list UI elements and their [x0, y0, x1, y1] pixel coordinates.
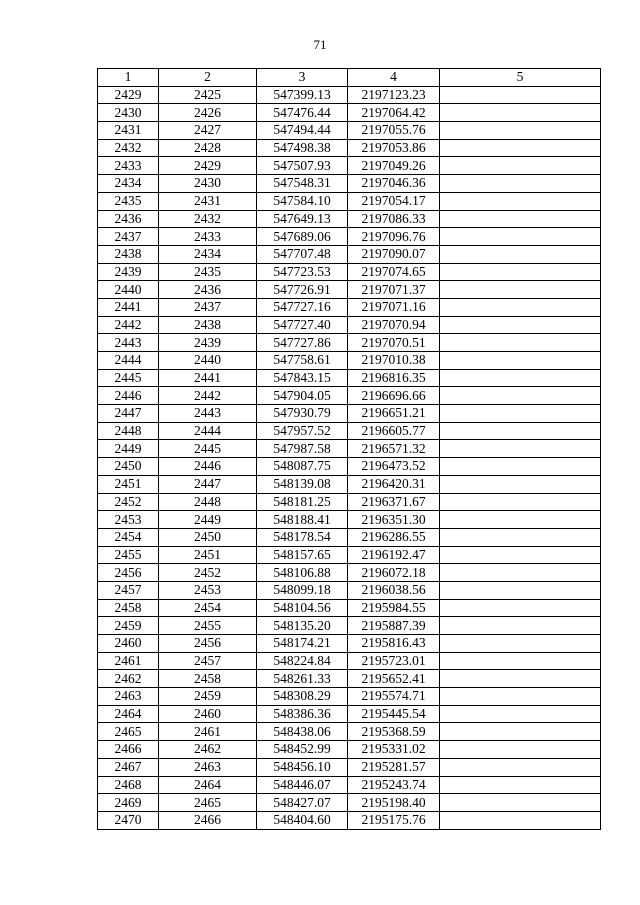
- cell-x-coordinate: 547507.93: [257, 157, 348, 175]
- cell-reference-number: 2444: [159, 422, 257, 440]
- cell-y-coordinate: 2195652.41: [348, 670, 440, 688]
- table-row: [98, 493, 601, 511]
- table-row: [98, 281, 601, 299]
- table-row: [98, 352, 601, 370]
- cell-y-coordinate: 2195887.39: [348, 617, 440, 635]
- cell-note: [440, 475, 601, 493]
- cell-reference-number: 2434: [159, 245, 257, 263]
- cell-y-coordinate: 2195574.71: [348, 688, 440, 706]
- cell-note: [440, 352, 601, 370]
- cell-y-coordinate: 2196286.55: [348, 528, 440, 546]
- table-row: [98, 86, 601, 104]
- cell-reference-number: 2453: [159, 581, 257, 599]
- column-header-3: 3: [257, 69, 348, 87]
- cell-y-coordinate: 2195723.01: [348, 652, 440, 670]
- cell-y-coordinate: 2195198.40: [348, 794, 440, 812]
- cell-point-number: 2466: [98, 741, 159, 759]
- cell-note: [440, 564, 601, 582]
- cell-reference-number: 2461: [159, 723, 257, 741]
- cell-point-number: 2458: [98, 599, 159, 617]
- cell-point-number: 2459: [98, 617, 159, 635]
- cell-note: [440, 86, 601, 104]
- cell-y-coordinate: 2197049.26: [348, 157, 440, 175]
- cell-y-coordinate: 2196371.67: [348, 493, 440, 511]
- cell-y-coordinate: 2197096.76: [348, 228, 440, 246]
- cell-point-number: 2460: [98, 635, 159, 653]
- cell-reference-number: 2456: [159, 635, 257, 653]
- cell-y-coordinate: 2196473.52: [348, 458, 440, 476]
- cell-reference-number: 2426: [159, 104, 257, 122]
- cell-point-number: 2461: [98, 652, 159, 670]
- header-row: [98, 69, 601, 87]
- cell-note: [440, 228, 601, 246]
- cell-y-coordinate: 2196072.18: [348, 564, 440, 582]
- cell-reference-number: 2454: [159, 599, 257, 617]
- page-number: 71: [313, 37, 327, 52]
- cell-point-number: 2464: [98, 705, 159, 723]
- cell-x-coordinate: 548087.75: [257, 458, 348, 476]
- cell-x-coordinate: 548456.10: [257, 758, 348, 776]
- cell-reference-number: 2441: [159, 369, 257, 387]
- cell-reference-number: 2466: [159, 811, 257, 829]
- cell-x-coordinate: 547707.48: [257, 245, 348, 263]
- cell-x-coordinate: 547930.79: [257, 405, 348, 423]
- cell-point-number: 2438: [98, 245, 159, 263]
- cell-reference-number: 2465: [159, 794, 257, 812]
- cell-point-number: 2446: [98, 387, 159, 405]
- cell-note: [440, 387, 601, 405]
- cell-point-number: 2456: [98, 564, 159, 582]
- cell-note: [440, 493, 601, 511]
- cell-note: [440, 546, 601, 564]
- table-row: [98, 139, 601, 157]
- table-row: [98, 316, 601, 334]
- table-row: [98, 475, 601, 493]
- table-row: [98, 811, 601, 829]
- cell-note: [440, 104, 601, 122]
- cell-note: [440, 635, 601, 653]
- cell-y-coordinate: 2197123.23: [348, 86, 440, 104]
- cell-point-number: 2467: [98, 758, 159, 776]
- cell-reference-number: 2443: [159, 405, 257, 423]
- table-row: [98, 263, 601, 281]
- cell-point-number: 2455: [98, 546, 159, 564]
- cell-point-number: 2441: [98, 298, 159, 316]
- cell-x-coordinate: 548404.60: [257, 811, 348, 829]
- column-header-5: 5: [440, 69, 601, 87]
- cell-x-coordinate: 547726.91: [257, 281, 348, 299]
- table-row: [98, 705, 601, 723]
- table-row: [98, 511, 601, 529]
- cell-y-coordinate: 2197046.36: [348, 175, 440, 193]
- cell-point-number: 2449: [98, 440, 159, 458]
- cell-note: [440, 192, 601, 210]
- cell-y-coordinate: 2197070.94: [348, 316, 440, 334]
- cell-x-coordinate: 547649.13: [257, 210, 348, 228]
- cell-reference-number: 2425: [159, 86, 257, 104]
- cell-note: [440, 723, 601, 741]
- cell-reference-number: 2435: [159, 263, 257, 281]
- cell-y-coordinate: 2196651.21: [348, 405, 440, 423]
- table-row: [98, 670, 601, 688]
- cell-note: [440, 599, 601, 617]
- table-row: [98, 122, 601, 140]
- cell-point-number: 2463: [98, 688, 159, 706]
- cell-point-number: 2435: [98, 192, 159, 210]
- cell-x-coordinate: 547987.58: [257, 440, 348, 458]
- cell-y-coordinate: 2196816.35: [348, 369, 440, 387]
- cell-x-coordinate: 547904.05: [257, 387, 348, 405]
- cell-reference-number: 2451: [159, 546, 257, 564]
- cell-note: [440, 617, 601, 635]
- coordinates-table: [97, 68, 601, 830]
- cell-reference-number: 2459: [159, 688, 257, 706]
- cell-y-coordinate: 2195243.74: [348, 776, 440, 794]
- table-row: [98, 210, 601, 228]
- cell-x-coordinate: 548308.29: [257, 688, 348, 706]
- cell-y-coordinate: 2196351.30: [348, 511, 440, 529]
- table-row: [98, 369, 601, 387]
- cell-point-number: 2432: [98, 139, 159, 157]
- cell-note: [440, 581, 601, 599]
- cell-reference-number: 2447: [159, 475, 257, 493]
- cell-note: [440, 458, 601, 476]
- cell-y-coordinate: 2197070.51: [348, 334, 440, 352]
- cell-point-number: 2436: [98, 210, 159, 228]
- cell-reference-number: 2442: [159, 387, 257, 405]
- cell-x-coordinate: 548427.07: [257, 794, 348, 812]
- cell-note: [440, 741, 601, 759]
- cell-point-number: 2452: [98, 493, 159, 511]
- column-header-4: 4: [348, 69, 440, 87]
- table-row: [98, 528, 601, 546]
- cell-y-coordinate: 2195331.02: [348, 741, 440, 759]
- table-row: [98, 617, 601, 635]
- cell-x-coordinate: 547758.61: [257, 352, 348, 370]
- cell-x-coordinate: 548224.84: [257, 652, 348, 670]
- cell-reference-number: 2440: [159, 352, 257, 370]
- cell-y-coordinate: 2197055.76: [348, 122, 440, 140]
- cell-point-number: 2433: [98, 157, 159, 175]
- cell-reference-number: 2429: [159, 157, 257, 175]
- cell-y-coordinate: 2197074.65: [348, 263, 440, 281]
- cell-note: [440, 316, 601, 334]
- cell-note: [440, 334, 601, 352]
- table-row: [98, 387, 601, 405]
- cell-note: [440, 405, 601, 423]
- table-row: [98, 688, 601, 706]
- cell-note: [440, 511, 601, 529]
- cell-y-coordinate: 2196038.56: [348, 581, 440, 599]
- cell-x-coordinate: 548446.07: [257, 776, 348, 794]
- cell-x-coordinate: 548135.20: [257, 617, 348, 635]
- cell-point-number: 2431: [98, 122, 159, 140]
- column-header-1: 1: [98, 69, 159, 87]
- cell-point-number: 2447: [98, 405, 159, 423]
- table-row: [98, 334, 601, 352]
- cell-reference-number: 2449: [159, 511, 257, 529]
- cell-note: [440, 705, 601, 723]
- cell-y-coordinate: 2197071.37: [348, 281, 440, 299]
- cell-point-number: 2440: [98, 281, 159, 299]
- table-row: [98, 157, 601, 175]
- cell-x-coordinate: 547548.31: [257, 175, 348, 193]
- table-row: [98, 794, 601, 812]
- cell-point-number: 2439: [98, 263, 159, 281]
- table-row: [98, 192, 601, 210]
- cell-reference-number: 2457: [159, 652, 257, 670]
- cell-point-number: 2454: [98, 528, 159, 546]
- cell-note: [440, 652, 601, 670]
- cell-reference-number: 2452: [159, 564, 257, 582]
- cell-note: [440, 670, 601, 688]
- table-row: [98, 758, 601, 776]
- cell-point-number: 2448: [98, 422, 159, 440]
- cell-note: [440, 794, 601, 812]
- table-row: [98, 635, 601, 653]
- cell-reference-number: 2464: [159, 776, 257, 794]
- cell-y-coordinate: 2197090.07: [348, 245, 440, 263]
- cell-reference-number: 2430: [159, 175, 257, 193]
- cell-note: [440, 122, 601, 140]
- table-row: [98, 458, 601, 476]
- table-row: [98, 723, 601, 741]
- cell-y-coordinate: 2196605.77: [348, 422, 440, 440]
- cell-y-coordinate: 2197086.33: [348, 210, 440, 228]
- cell-y-coordinate: 2195816.43: [348, 635, 440, 653]
- cell-point-number: 2457: [98, 581, 159, 599]
- cell-point-number: 2469: [98, 794, 159, 812]
- cell-y-coordinate: 2196696.66: [348, 387, 440, 405]
- cell-x-coordinate: 548106.88: [257, 564, 348, 582]
- cell-note: [440, 263, 601, 281]
- table-row: [98, 546, 601, 564]
- cell-y-coordinate: 2195368.59: [348, 723, 440, 741]
- cell-x-coordinate: 547727.40: [257, 316, 348, 334]
- cell-x-coordinate: 548178.54: [257, 528, 348, 546]
- table-row: [98, 581, 601, 599]
- cell-reference-number: 2455: [159, 617, 257, 635]
- cell-point-number: 2437: [98, 228, 159, 246]
- cell-x-coordinate: 547498.38: [257, 139, 348, 157]
- cell-point-number: 2470: [98, 811, 159, 829]
- table-header: [98, 69, 601, 87]
- cell-x-coordinate: 547727.16: [257, 298, 348, 316]
- cell-y-coordinate: 2195445.54: [348, 705, 440, 723]
- cell-note: [440, 758, 601, 776]
- column-header-2: 2: [159, 69, 257, 87]
- cell-point-number: 2429: [98, 86, 159, 104]
- cell-x-coordinate: 547843.15: [257, 369, 348, 387]
- cell-y-coordinate: 2195984.55: [348, 599, 440, 617]
- cell-note: [440, 688, 601, 706]
- cell-point-number: 2468: [98, 776, 159, 794]
- cell-reference-number: 2450: [159, 528, 257, 546]
- cell-x-coordinate: 547957.52: [257, 422, 348, 440]
- cell-y-coordinate: 2197071.16: [348, 298, 440, 316]
- cell-point-number: 2444: [98, 352, 159, 370]
- cell-reference-number: 2460: [159, 705, 257, 723]
- cell-note: [440, 811, 601, 829]
- cell-x-coordinate: 548188.41: [257, 511, 348, 529]
- table-row: [98, 405, 601, 423]
- cell-reference-number: 2445: [159, 440, 257, 458]
- cell-x-coordinate: 548104.56: [257, 599, 348, 617]
- cell-x-coordinate: 547399.13: [257, 86, 348, 104]
- cell-reference-number: 2458: [159, 670, 257, 688]
- cell-note: [440, 281, 601, 299]
- cell-x-coordinate: 548139.08: [257, 475, 348, 493]
- cell-point-number: 2450: [98, 458, 159, 476]
- cell-reference-number: 2439: [159, 334, 257, 352]
- cell-x-coordinate: 547494.44: [257, 122, 348, 140]
- cell-note: [440, 210, 601, 228]
- cell-point-number: 2462: [98, 670, 159, 688]
- cell-note: [440, 298, 601, 316]
- cell-y-coordinate: 2197053.86: [348, 139, 440, 157]
- cell-x-coordinate: 548452.99: [257, 741, 348, 759]
- cell-y-coordinate: 2196192.47: [348, 546, 440, 564]
- cell-note: [440, 440, 601, 458]
- cell-x-coordinate: 547723.53: [257, 263, 348, 281]
- cell-note: [440, 175, 601, 193]
- cell-reference-number: 2428: [159, 139, 257, 157]
- table-row: [98, 564, 601, 582]
- cell-y-coordinate: 2195281.57: [348, 758, 440, 776]
- table-row: [98, 175, 601, 193]
- table-row: [98, 104, 601, 122]
- cell-x-coordinate: 547689.06: [257, 228, 348, 246]
- table-row: [98, 298, 601, 316]
- cell-point-number: 2453: [98, 511, 159, 529]
- cell-point-number: 2434: [98, 175, 159, 193]
- cell-point-number: 2442: [98, 316, 159, 334]
- cell-note: [440, 369, 601, 387]
- cell-note: [440, 157, 601, 175]
- cell-y-coordinate: 2195175.76: [348, 811, 440, 829]
- cell-reference-number: 2436: [159, 281, 257, 299]
- cell-y-coordinate: 2197010.38: [348, 352, 440, 370]
- cell-x-coordinate: 548181.25: [257, 493, 348, 511]
- cell-reference-number: 2433: [159, 228, 257, 246]
- cell-reference-number: 2432: [159, 210, 257, 228]
- cell-point-number: 2451: [98, 475, 159, 493]
- table-row: [98, 245, 601, 263]
- cell-reference-number: 2427: [159, 122, 257, 140]
- cell-note: [440, 139, 601, 157]
- cell-reference-number: 2431: [159, 192, 257, 210]
- cell-reference-number: 2437: [159, 298, 257, 316]
- cell-x-coordinate: 547476.44: [257, 104, 348, 122]
- cell-reference-number: 2446: [159, 458, 257, 476]
- cell-x-coordinate: 548157.65: [257, 546, 348, 564]
- cell-point-number: 2443: [98, 334, 159, 352]
- cell-y-coordinate: 2197064.42: [348, 104, 440, 122]
- cell-reference-number: 2462: [159, 741, 257, 759]
- table-row: [98, 652, 601, 670]
- cell-point-number: 2430: [98, 104, 159, 122]
- cell-x-coordinate: 547584.10: [257, 192, 348, 210]
- cell-x-coordinate: 548174.21: [257, 635, 348, 653]
- cell-x-coordinate: 548438.06: [257, 723, 348, 741]
- cell-point-number: 2445: [98, 369, 159, 387]
- table-row: [98, 228, 601, 246]
- cell-reference-number: 2448: [159, 493, 257, 511]
- cell-x-coordinate: 547727.86: [257, 334, 348, 352]
- cell-point-number: 2465: [98, 723, 159, 741]
- table-row: [98, 599, 601, 617]
- cell-y-coordinate: 2197054.17: [348, 192, 440, 210]
- table-row: [98, 440, 601, 458]
- cell-y-coordinate: 2196420.31: [348, 475, 440, 493]
- cell-note: [440, 422, 601, 440]
- cell-x-coordinate: 548386.36: [257, 705, 348, 723]
- table-row: [98, 776, 601, 794]
- cell-reference-number: 2463: [159, 758, 257, 776]
- table-body: [98, 86, 601, 829]
- cell-y-coordinate: 2196571.32: [348, 440, 440, 458]
- cell-note: [440, 245, 601, 263]
- cell-reference-number: 2438: [159, 316, 257, 334]
- table-row: [98, 741, 601, 759]
- cell-note: [440, 528, 601, 546]
- cell-x-coordinate: 548261.33: [257, 670, 348, 688]
- table-row: [98, 422, 601, 440]
- cell-x-coordinate: 548099.18: [257, 581, 348, 599]
- cell-note: [440, 776, 601, 794]
